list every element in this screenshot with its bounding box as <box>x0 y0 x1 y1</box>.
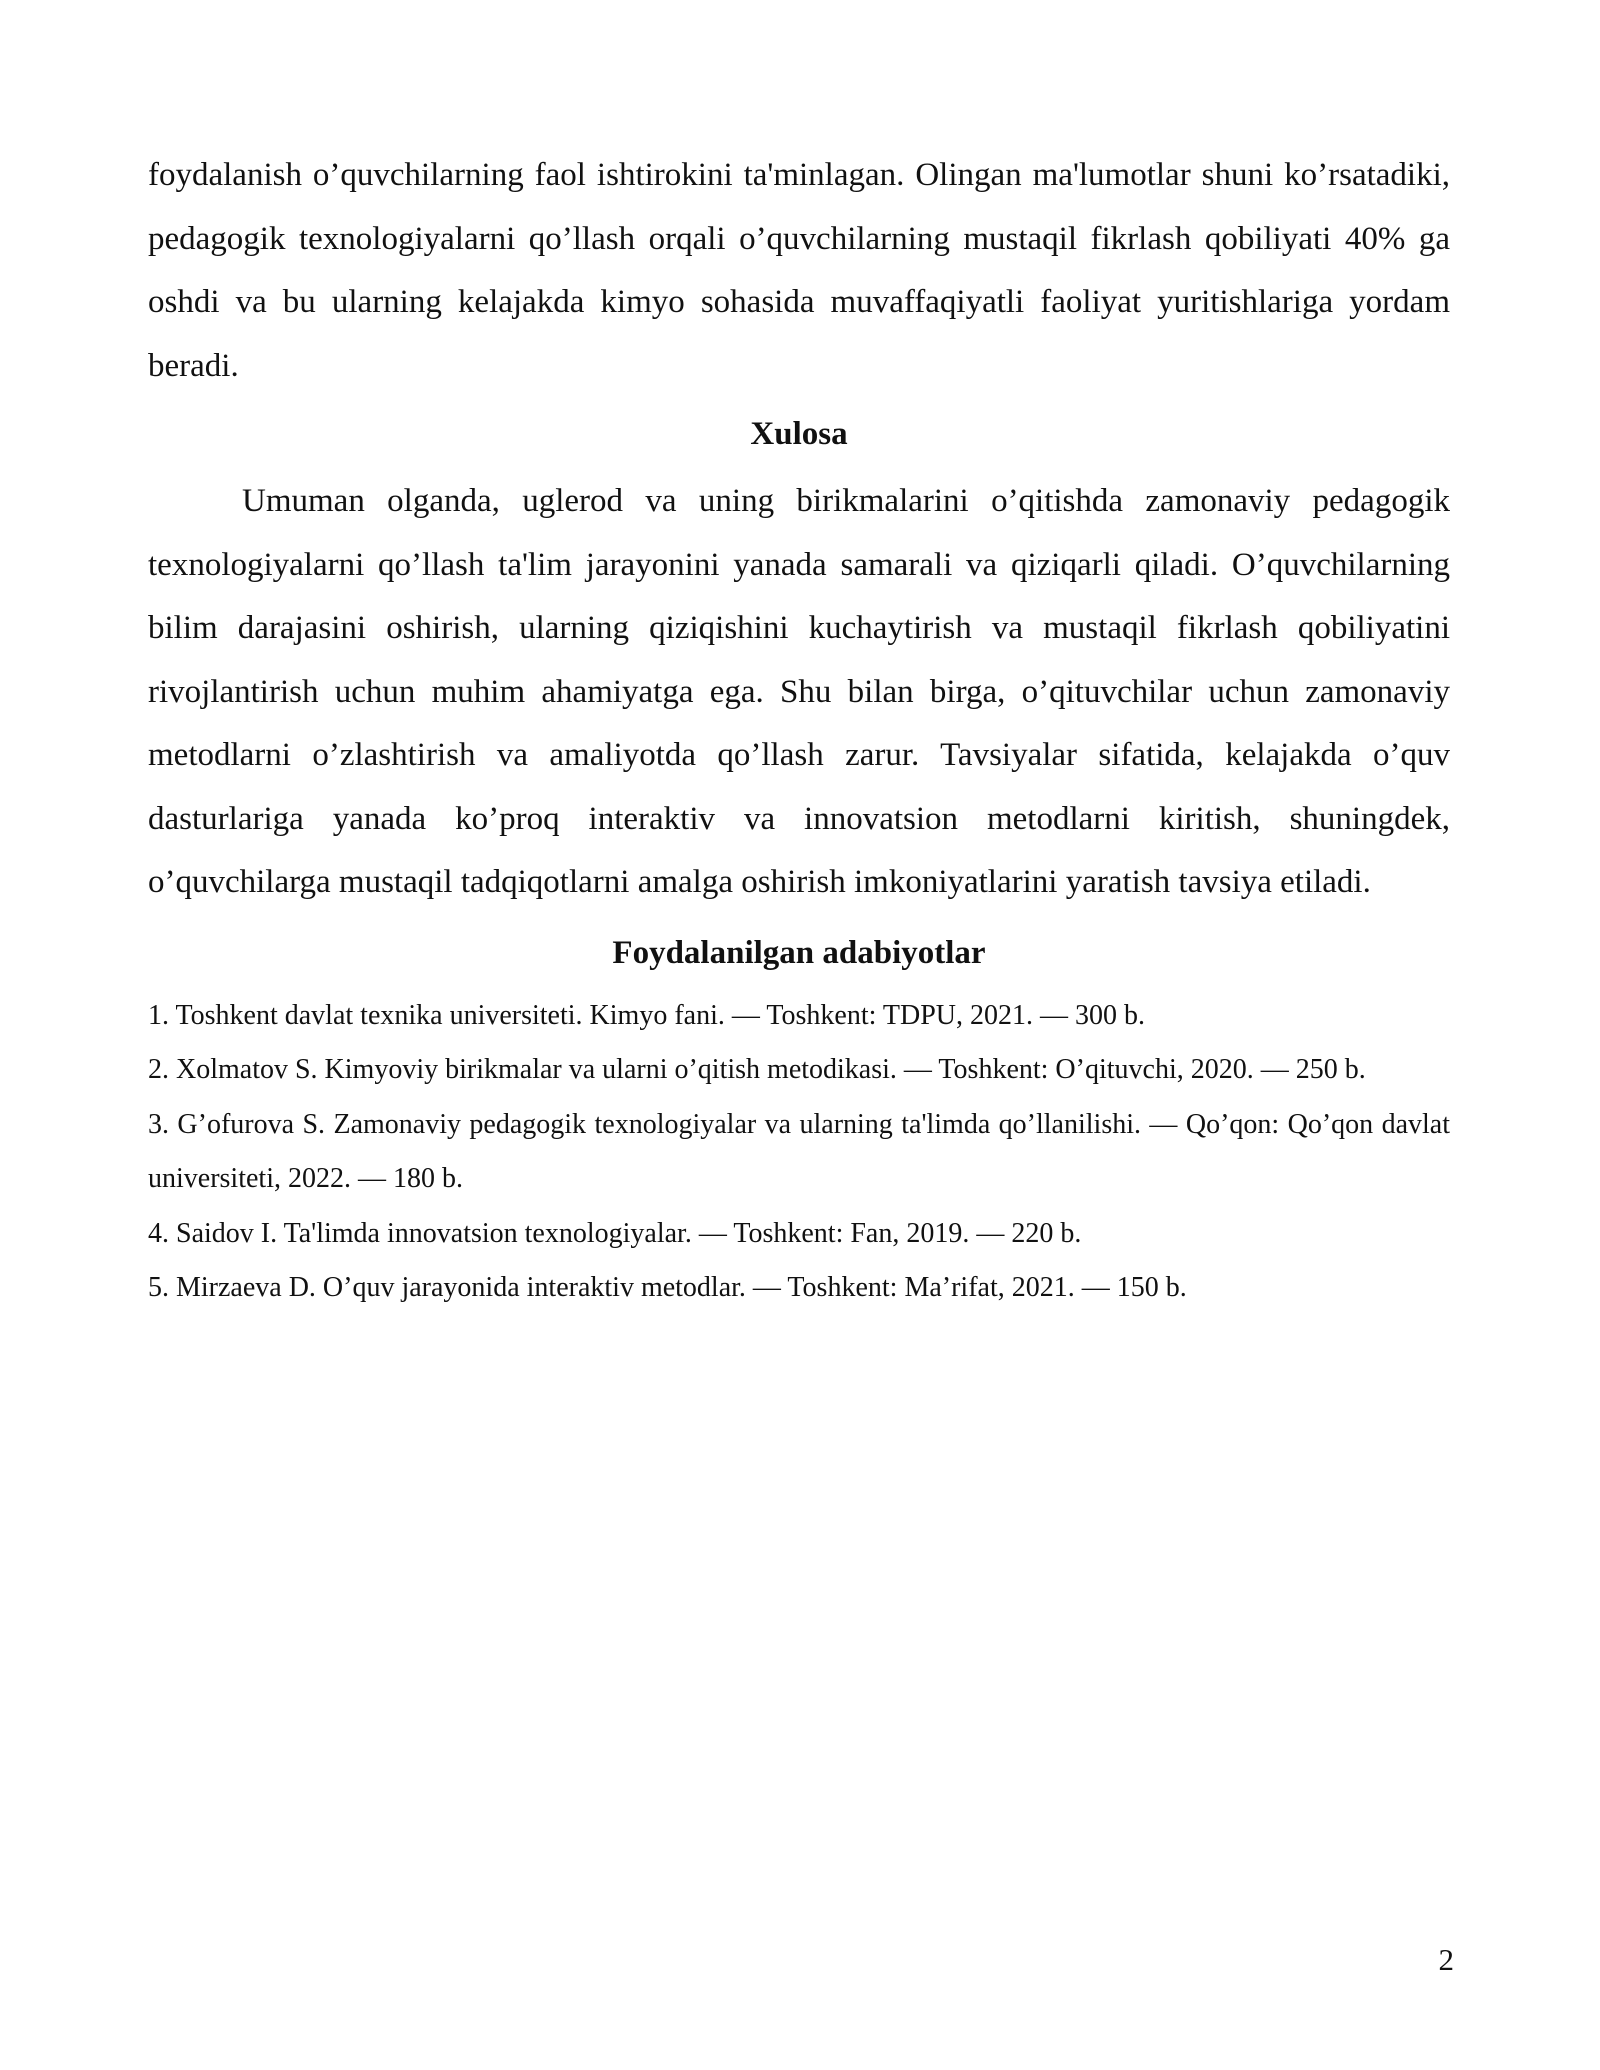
intro-paragraph: foydalanish o’quvchilarning faol ishtirokini ta'minlagan. Olingan ma'lumotlar shuni ko’rsatadiki, pedagogik texnologiyalarni qo’llash orqali o’quvchilarning mustaqil fikrlash qobiliyati 40% ga oshdi va bu ularning kelajakda kimyo sohasida muvaffaqiyatli faoliyat yuritishlariga yordam beradi. <box>148 157 1450 384</box>
conclusion-heading: Xulosa <box>750 416 848 452</box>
document-page <box>148 144 1450 1316</box>
reference-item: 5. Mirzaeva D. O’quv jarayonida interaktiv metodlar. — Toshkent: Ma’rifat, 2021. — 150 b. <box>148 1272 1187 1303</box>
reference-item: 4. Saidov I. Ta'limda innovatsion texnologiyalar. — Toshkent: Fan, 2019. — 220 b. <box>148 1217 1082 1249</box>
reference-item: 1. Toshkent davlat texnika universiteti. Kimyo fani. — Toshkent: TDPU, 2021. — 300 b. <box>148 999 1145 1031</box>
reference-item: 3. G’ofurova S. Zamonaviy pedagogik texnologiyalar va ularning ta'limda qo’llanilishi. — Qo’qon: Qo’qon davlat universiteti, 2022. — 180 b. <box>148 1108 1450 1194</box>
page-number: 2 <box>1438 1942 1454 1977</box>
references-list <box>148 989 1450 1316</box>
conclusion-paragraph: Umuman olganda, uglerod va uning birikmalarini o’qitishda zamonaviy pedagogik texnologiyalarni qo’llash ta'lim jarayonini yanada samarali va qiziqarli qiladi. O’quvchilarning bilim darajasini oshirish, ularning qiziqishini kuchaytirish va mustaqil fikrlash qobiliyatini rivojlantirish uchun muhim ahamiyatga ega. Shu bilan birga, o’qituvchilar uchun zamonaviy metodlarni o’zlashtirish va amaliyotda qo’llash zarur. Tavsiyalar sifatida, kelajakda o’quv dasturlariga yanada ko’proq interaktiv va innovatsion metodlarni kiritish, shuningdek, o’quvchilarga mustaqil tadqiqotlarni amalga oshirish imkoniyatlarini yaratish tavsiya etiladi. <box>148 483 1450 900</box>
references-heading: Foydalanilgan adabiyotlar <box>612 934 986 971</box>
reference-item: 2. Xolmatov S. Kimyoviy birikmalar va ularni o’qitish metodikasi. — Toshkent: O’qituvchi, 2020. — 250 b. <box>148 1054 1366 1085</box>
